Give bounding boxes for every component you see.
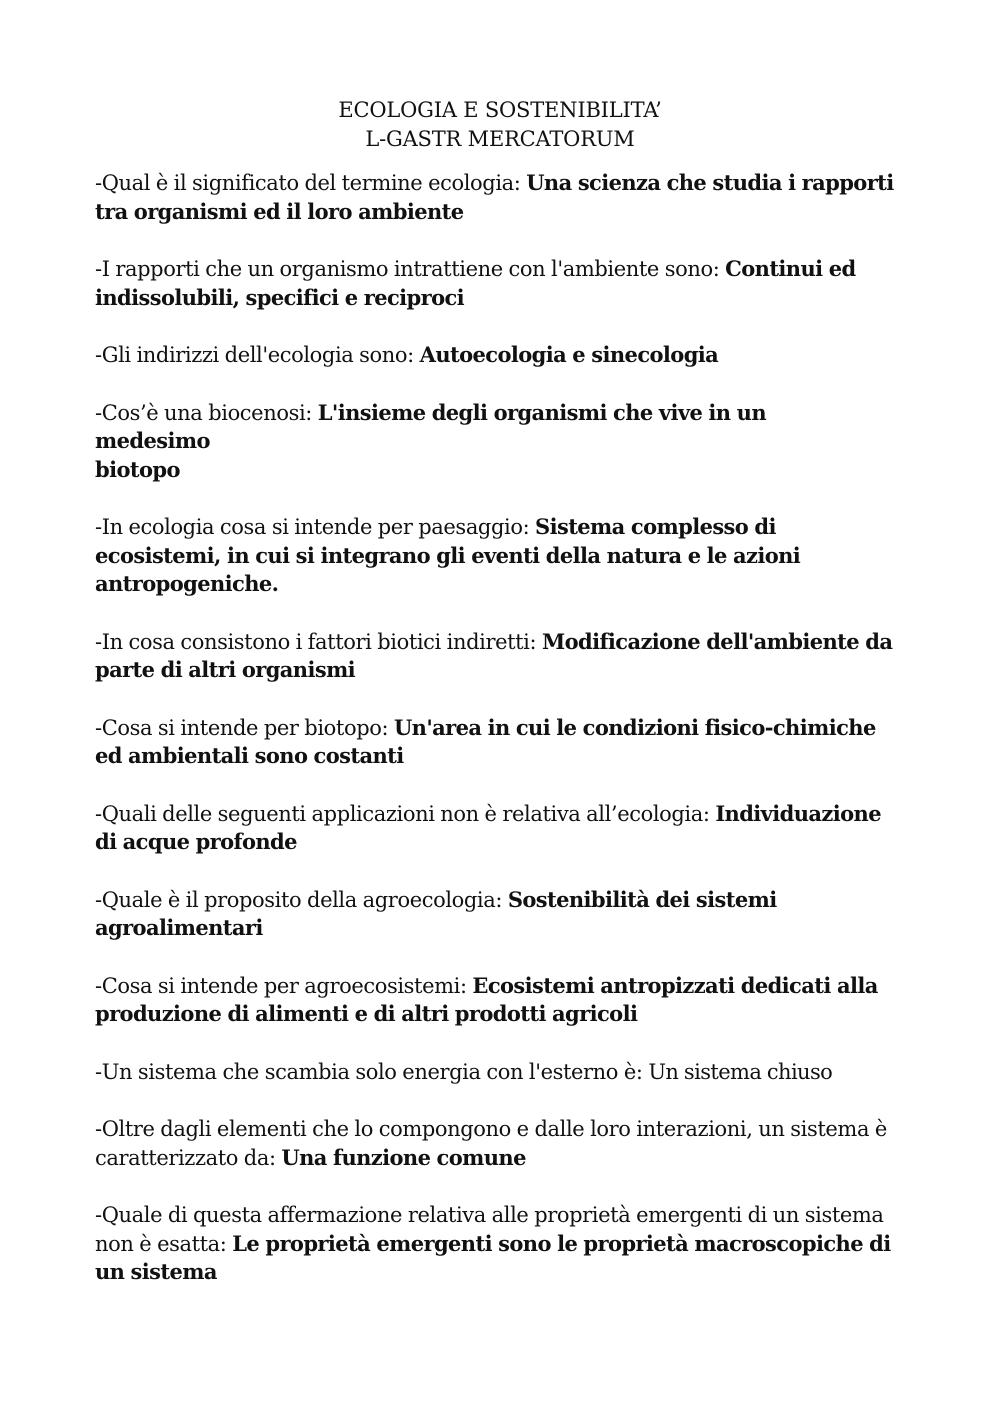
qa-item bbox=[95, 1201, 905, 1287]
answer-text: Le proprietà emergenti sono le proprietà macroscopiche di un sistema bbox=[95, 1230, 891, 1284]
answer-text: Una scienza che studia i rapporti tra organismi ed il loro ambiente bbox=[95, 170, 894, 224]
answer-text: Una funzione comune bbox=[281, 1144, 526, 1170]
question-text: -Cos’è una biocenosi: bbox=[95, 400, 318, 425]
qa-item bbox=[95, 1115, 905, 1172]
question-text: -Cosa si intende per biotopo: bbox=[95, 715, 394, 740]
qa-item bbox=[95, 255, 905, 312]
answer-text: Individuazione di acque profonde bbox=[95, 800, 881, 854]
qa-item bbox=[95, 972, 905, 1029]
document-subtitle: L-GASTR MERCATORUM bbox=[365, 127, 635, 151]
answer-text: Sistema complesso di ecosistemi, in cui si integrano gli eventi della natura e le azioni antropogeniche. bbox=[95, 514, 801, 596]
qa-item bbox=[95, 341, 905, 370]
answer-text: Un'area in cui le condizioni fisico-chimiche ed ambientali sono costanti bbox=[95, 714, 876, 768]
question-text: -In cosa consistono i fattori biotici indiretti: bbox=[95, 629, 542, 654]
answer-text: Ecosistemi antropizzati dedicati alla produzione di alimenti e di altri prodotti agricoli bbox=[95, 972, 878, 1026]
answer-text: Sostenibilità dei sistemi agroalimentari bbox=[95, 886, 777, 940]
question-text: -Gli indirizzi dell'ecologia sono: bbox=[95, 343, 420, 367]
question-text: -Qual è il significato del termine ecologia: bbox=[95, 171, 527, 195]
question-text: -Quale è il proposito della agroecologia: bbox=[95, 887, 508, 912]
question-text: -Un sistema che scambia solo energia con l'esterno è: bbox=[95, 1059, 649, 1084]
answer-text: L'insieme degli organismi che vive in un bbox=[317, 399, 767, 425]
question-text: -Cosa si intende per agroecosistemi: bbox=[95, 973, 473, 998]
question-text: -Quali delle seguenti applicazioni non è relativa all’ecologia: bbox=[95, 801, 716, 826]
answer-text-line: medesimo bbox=[95, 428, 210, 453]
question-text: -I rapporti che un organismo intrattiene con l'ambiente sono: bbox=[95, 257, 726, 281]
qa-list bbox=[95, 169, 905, 1287]
document-title: ECOLOGIA E SOSTENIBILITA’ bbox=[338, 98, 662, 122]
question-text: -Quale di questa affermazione relativa alle proprietà emergenti di un sistema non è esatta: bbox=[95, 1203, 884, 1256]
qa-item bbox=[95, 886, 905, 943]
qa-item bbox=[95, 800, 905, 857]
qa-item bbox=[95, 714, 905, 771]
answer-text: Modificazione dell'ambiente da parte di altri organismi bbox=[95, 628, 893, 682]
document-header bbox=[95, 96, 905, 154]
answer-text: Autoecologia e sinecologia bbox=[419, 342, 719, 367]
qa-item bbox=[95, 628, 905, 685]
qa-item bbox=[95, 399, 905, 485]
qa-item bbox=[95, 513, 905, 599]
answer-text-line: biotopo bbox=[95, 456, 180, 482]
question-text: -In ecologia cosa si intende per paesaggio: bbox=[95, 515, 536, 539]
answer-text: Continui ed indissolubili, specifici e reciproci bbox=[95, 256, 856, 310]
answer-text: Un sistema chiuso bbox=[648, 1059, 833, 1084]
question-text: -Oltre dagli elementi che lo compongono e dalle loro interazioni, un sistema è caratterizzato da: bbox=[95, 1117, 887, 1170]
qa-item bbox=[95, 169, 905, 226]
qa-item bbox=[95, 1058, 905, 1087]
